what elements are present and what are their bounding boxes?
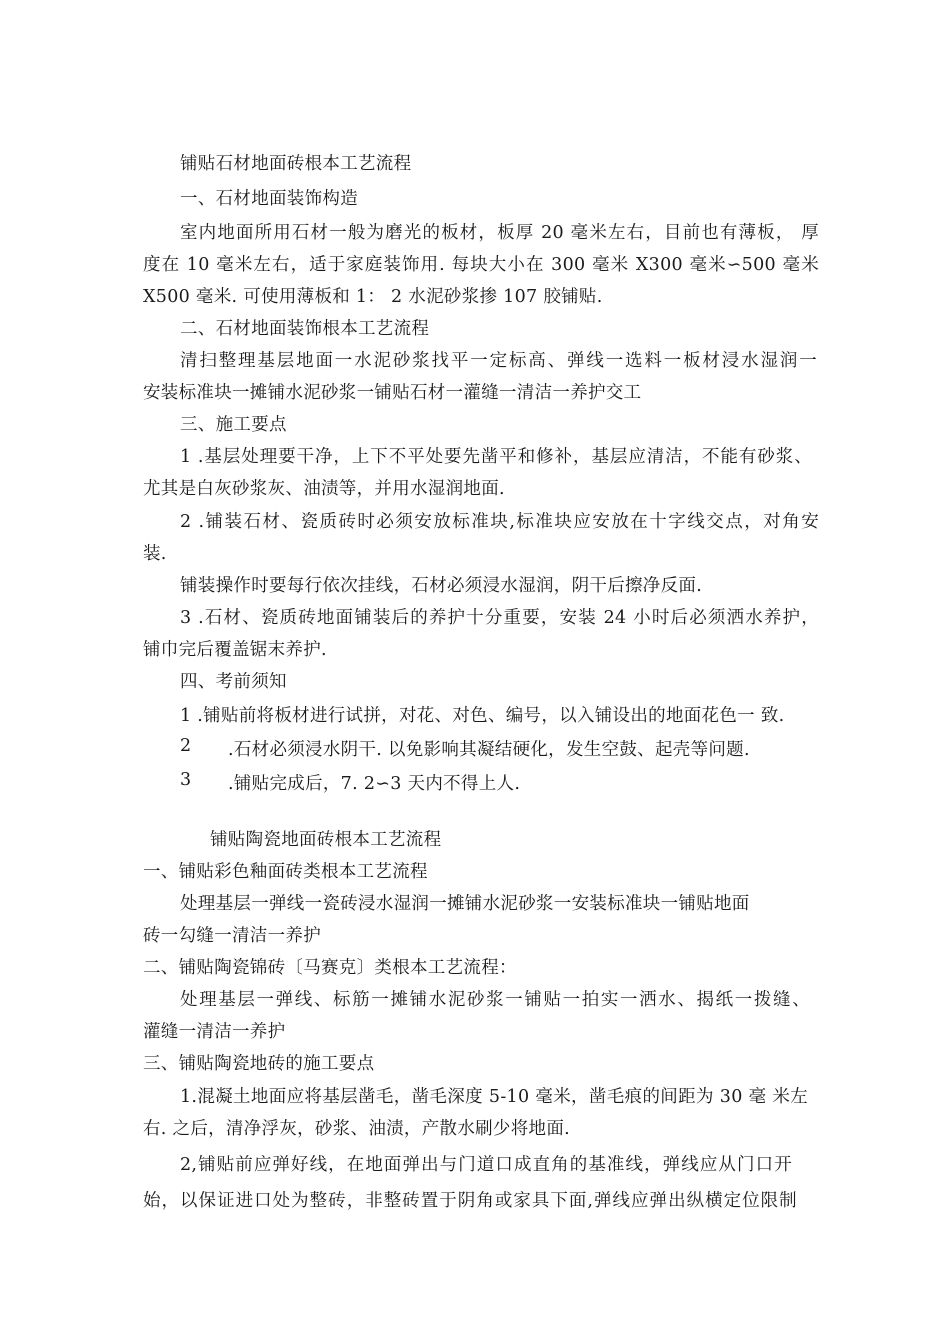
- section1-para6-line2: 铺巾完后覆盖锯末养护.: [143, 640, 327, 660]
- section2-para1-line2: 砖一勾缝一清洁一养护: [143, 926, 321, 946]
- section1-para2-line2: 安装标准块一摊铺水泥砂浆一铺贴石材一灌缝一清洁一养护交工: [143, 383, 642, 403]
- section1-title: 铺贴石材地面砖根本工艺流程: [180, 154, 412, 174]
- section1-para1-line2: 度在 10 毫米左右，适于家庭装饰用. 每块大小在 300 毫米 X300 毫米∽500 毫米: [143, 255, 819, 275]
- section2-para3-line1: 1.混凝土地面应将基层凿毛，凿毛深度 5-10 毫米，凿毛痕的间距为 30 毫 米左: [180, 1087, 808, 1107]
- section1-note-3-number: 3: [180, 770, 192, 790]
- section2-heading-3: 三、铺贴陶瓷地砖的施工要点: [143, 1054, 375, 1074]
- section1-heading-4: 四、考前须知: [180, 672, 287, 692]
- section2-title: 铺贴陶瓷地面砖根本工艺流程: [210, 830, 442, 850]
- section1-para5-line1: 铺装操作时要每行依次挂线，石材必须浸水湿润，阴干后擦净反面.: [180, 576, 703, 596]
- section1-para4-line1: 2 .铺装石材、瓷质砖时必须安放标准块,标准块应安放在十字线交点，对角安: [180, 512, 819, 532]
- section1-heading-1: 一、石材地面装饰构造: [180, 189, 358, 209]
- section1-para6-line1: 3 .石材、瓷质砖地面铺装后的养护十分重要，安装 24 小时后必须洒水养护，: [180, 608, 819, 628]
- section2-para1-line1: 处理基层一弹线一瓷砖浸水湿润一摊铺水泥砂浆一安装标准块一铺贴地面: [180, 894, 750, 914]
- section1-heading-2: 二、石材地面装饰根本工艺流程: [180, 319, 430, 339]
- section1-heading-3: 三、施工要点: [180, 415, 287, 435]
- section2-heading-1: 一、铺贴彩色釉面砖类根本工艺流程: [143, 862, 428, 882]
- section1-para1-line3: X500 毫米. 可使用薄板和 1： 2 水泥砂浆掺 107 胶铺贴.: [143, 287, 603, 307]
- section2-para4-line1: 2,铺贴前应弹好线，在地面弹出与门道口成直角的基准线，弹线应从门口开: [180, 1155, 792, 1175]
- section2-para3-line2: 右. 之后，清净浮灰，砂浆、油渍，产散水刷少将地面.: [143, 1119, 570, 1139]
- section2-para4-line2: 始，以保证进口处为整砖，非整砖置于阴角或家具下面,弹线应弹出纵横定位限制: [143, 1191, 797, 1211]
- section1-note-2-number: 2: [180, 736, 192, 756]
- section1-para1-line1: 室内地面所用石材一般为磨光的板材，板厚 20 毫米左右，目前也有薄板， 厚: [180, 223, 819, 243]
- section2-heading-2: 二、铺贴陶瓷锦砖〔马赛克〕类根本工艺流程：: [143, 958, 517, 978]
- section1-para3-line1: 1 .基层处理要干净，上下不平处要先凿平和修补，基层应清洁，不能有砂浆、: [180, 447, 812, 467]
- section1-para4-line2: 装.: [143, 544, 167, 564]
- section1-note-3-text: .铺贴完成后，7. 2∽3 天内不得上人.: [228, 774, 521, 794]
- section2-para2-line1: 处理基层一弹线、标筋一摊铺水泥砂浆一铺贴一拍实一洒水、揭纸一拨缝、: [180, 990, 810, 1010]
- section1-note-2-text: .石材必须浸水阴干. 以免影响其凝结硬化，发生空鼓、起壳等问题.: [228, 740, 750, 760]
- section1-para3-line2: 尤其是白灰砂浆灰、油渍等，并用水湿润地面.: [143, 479, 505, 499]
- section1-note-1: 1 .铺贴前将板材进行试拼，对花、对色、编号，以入铺设出的地面花色一 致.: [180, 706, 785, 726]
- section1-para2-line1: 清扫整理基层地面一水泥砂浆找平一定标高、弹线一选料一板材浸水湿润一: [180, 351, 817, 371]
- section2-para2-line2: 灌缝一清洁一养护: [143, 1022, 286, 1042]
